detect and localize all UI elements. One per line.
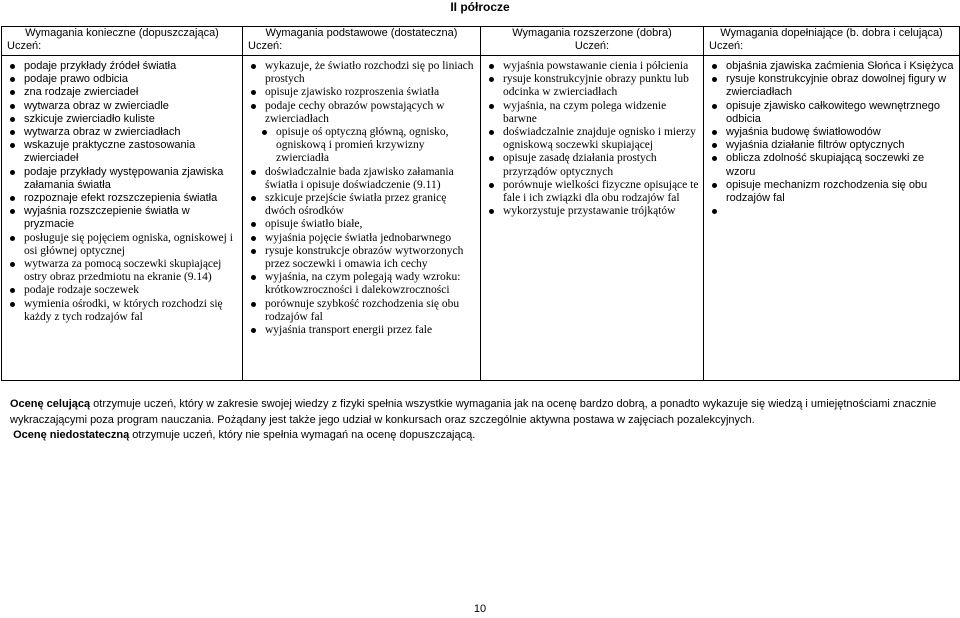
list-item	[704, 205, 956, 218]
list-item	[243, 86, 477, 99]
column-title: Wymagania rozszerzone (dobra)	[512, 27, 672, 39]
bullet-icon	[489, 156, 494, 161]
bullet-icon	[712, 143, 717, 148]
list-item	[704, 73, 956, 99]
requirements-list	[481, 56, 703, 218]
column-subtitle: Uczeń:	[7, 40, 42, 52]
bullet-icon	[10, 143, 15, 148]
list-item-text: podaje rodzaje soczewek	[24, 284, 139, 297]
list-item	[481, 205, 700, 218]
list-item-text: wytwarza obraz w zwierciadłach	[24, 126, 181, 139]
bullet-icon	[712, 183, 717, 188]
column-header-rozszerzone	[481, 27, 704, 56]
grading-notes	[10, 397, 955, 444]
list-item	[243, 60, 477, 86]
bullet-icon	[10, 236, 15, 241]
list-item	[2, 205, 239, 231]
bullet-icon	[10, 196, 15, 201]
bullet-icon	[712, 104, 717, 109]
list-item	[2, 284, 239, 297]
list-item-text: opisuje oś optyczną główną, ognisko, ogniskową i promień krzywizny zwierciadła	[276, 126, 449, 165]
bullet-icon	[10, 130, 15, 135]
column-subtitle: Uczeń:	[709, 40, 744, 52]
list-item-text: rozpoznaje efekt rozszczepienia światła	[24, 192, 218, 205]
bullet-icon	[10, 262, 15, 267]
list-item	[2, 192, 239, 205]
bullet-icon	[10, 64, 15, 69]
column-header-dopelniajace	[704, 27, 960, 56]
bullet-icon	[10, 117, 15, 122]
list-item-text: podaje przykłady źródeł światła	[24, 60, 177, 72]
list-item-text: podaje prawo odbicia	[24, 73, 128, 86]
column-cell-rozszerzone	[481, 56, 704, 381]
column-cell-podstawowe	[243, 56, 481, 381]
list-item-text: opisuje mechanizm rozchodzenia się obu rodzajów fal	[726, 178, 928, 205]
list-item-text: wyjaśnia, na czym polega widzenie barwne	[503, 99, 667, 125]
list-item-text: opisuje zjawisko całkowitego wewnętrznego odbicia	[726, 99, 941, 125]
list-item-text: rysuje konstrukcje obrazów wytworzonych przez soczewki i omawia ich cechy	[265, 244, 464, 271]
list-item-text: podaje cechy obrazów powstających w zwierciadłach	[265, 99, 445, 125]
column-header-konieczne	[2, 27, 243, 56]
list-item-text: zna rodzaje zwierciadeł	[24, 86, 139, 99]
list-item-text: wyjaśnia działanie filtrów optycznych	[726, 139, 905, 152]
bullet-icon	[489, 183, 494, 188]
list-item-text: posługuje się pojęciem ogniska, ogniskowej i osi głównej optycznej	[24, 231, 233, 257]
list-item	[704, 179, 956, 205]
list-item-text: wytwarza za pomocą soczewki skupiającej ostry obraz przedmiotu na ekranie (9.14)	[24, 258, 222, 284]
bullet-icon	[251, 196, 256, 201]
list-item	[243, 100, 477, 126]
note-celujaca	[10, 397, 955, 428]
list-item	[704, 126, 956, 139]
list-item	[243, 218, 477, 231]
list-item-text: doświadczalnie znajduje ognisko i mierzy ogniskową soczewki skupiającej	[503, 126, 696, 152]
bullet-icon	[489, 77, 494, 82]
note-niedostateczna-text: otrzymuje uczeń, który nie spełnia wymagań na ocenę dopuszczającą.	[129, 429, 476, 441]
bullet-icon	[251, 64, 256, 69]
list-item	[481, 179, 700, 205]
bullet-icon	[251, 275, 256, 280]
list-item-text: wyjaśnia pojęcie światła jednobarwnego	[265, 231, 452, 244]
bullet-icon	[10, 104, 15, 109]
list-item	[2, 139, 239, 165]
bullet-icon	[489, 64, 494, 69]
note-niedostateczna-label: Ocenę niedostateczną	[13, 429, 130, 441]
list-item	[243, 166, 477, 192]
bullet-icon	[10, 302, 15, 307]
table-header-row	[2, 27, 960, 56]
list-item	[243, 192, 477, 218]
list-item-text: opisuje światło białe,	[265, 218, 363, 231]
page-heading: II półrocze	[450, 0, 510, 14]
requirements-list	[704, 56, 959, 218]
column-title: Wymagania podstawowe (dostateczna)	[265, 27, 458, 39]
list-item	[481, 152, 700, 178]
bullet-icon	[10, 288, 15, 293]
list-item	[2, 166, 239, 192]
list-item	[704, 60, 956, 73]
bullet-icon	[10, 170, 15, 175]
list-item-text: rysuje konstrukcyjnie obrazy punktu lub odcinka w zwierciadłach	[503, 73, 689, 99]
note-celujaca-text: otrzymuje uczeń, który w zakresie swojej wiedzy z fizyki spełnia wszystkie wymagania jak na ocenę bardzo dobrą, a ponadto wykazuje się wiedzą i umiejętnościami znacznie wykraczającymi poza program nauczania. Pożądany jest także jego udział w konkursach oraz szczególnie aktywna postawa w zajęciach pozalekcyjnych.	[10, 398, 937, 426]
bullet-icon	[712, 77, 717, 82]
list-item	[704, 100, 956, 126]
list-item-text: wyjaśnia powstawanie cienia i półcienia	[503, 60, 689, 72]
list-item-text: oblicza zdolność skupiającą soczewki ze wzoru	[726, 152, 925, 178]
column-subtitle: Uczeń:	[248, 40, 283, 52]
list-item-text: objaśnia zjawiska zaćmienia Słońca i Księżyca	[726, 60, 954, 72]
list-item	[481, 126, 700, 152]
list-item	[243, 324, 477, 337]
list-item	[2, 126, 239, 139]
bullet-icon	[251, 236, 256, 241]
list-item-text: wskazuje praktyczne zastosowania zwierciadeł	[24, 139, 196, 165]
bullet-icon	[251, 170, 256, 175]
bullet-icon	[712, 156, 717, 161]
bullet-icon	[489, 130, 494, 135]
bullet-icon	[251, 249, 256, 254]
list-item	[243, 298, 477, 324]
list-item-text: podaje przykłady występowania zjawiska załamania światła	[24, 165, 224, 191]
list-item	[2, 113, 239, 126]
bullet-icon	[712, 209, 717, 214]
bullet-icon	[262, 130, 267, 135]
list-item-text: doświadczalnie bada zjawisko załamania światła i opisuje doświadczenie (9.11)	[265, 165, 454, 191]
list-item	[704, 139, 956, 152]
bullet-icon	[251, 104, 256, 109]
bullet-icon	[251, 302, 256, 307]
list-item	[2, 298, 239, 324]
list-item-text: wymienia ośrodki, w których rozchodzi się każdy z tych rodzajów fal	[24, 297, 223, 323]
list-item-text: wytwarza obraz w zwierciadle	[24, 99, 169, 112]
list-item	[243, 126, 477, 166]
column-cell-konieczne	[2, 56, 243, 381]
list-item-text: wykazuje, że światło rozchodzi się po liniach prostych	[265, 60, 474, 86]
bullet-icon	[251, 90, 256, 95]
list-item-text: szkicuje przejście światła przez granicę dwóch ośrodków	[265, 192, 447, 218]
page-number: 10	[473, 603, 487, 615]
list-item	[2, 86, 239, 99]
bullet-icon	[251, 328, 256, 333]
list-item-text: opisuje zjawisko rozproszenia światła	[265, 86, 440, 99]
column-subtitle: Uczeń:	[574, 40, 610, 52]
note-celujaca-label: Ocenę celującą	[10, 398, 91, 410]
column-cell-dopelniajace	[704, 56, 960, 381]
list-item-text: wyjaśnia transport energii przez fale	[265, 324, 433, 337]
list-item-text: wyjaśnia budowę światłowodów	[726, 126, 881, 139]
list-item	[481, 73, 700, 99]
bullet-icon	[712, 130, 717, 135]
column-header-podstawowe	[243, 27, 481, 56]
list-item	[243, 245, 477, 271]
list-item	[243, 271, 477, 297]
column-title: Wymagania konieczne (dopuszczająca)	[25, 27, 219, 39]
list-item	[2, 258, 239, 284]
bullet-icon	[10, 77, 15, 82]
bullet-icon	[489, 104, 494, 109]
list-item-text: wyjaśnia rozszczepienie światła w pryzmacie	[24, 205, 190, 231]
list-item-text: wykorzystuje przystawanie trójkątów	[503, 205, 676, 218]
list-item	[2, 232, 239, 258]
bullet-icon	[712, 64, 717, 69]
column-title: Wymagania dopełniające (b. dobra i celująca)	[720, 27, 943, 39]
table-body-row	[2, 56, 960, 381]
bullet-icon	[489, 209, 494, 214]
note-niedostateczna	[10, 428, 955, 444]
list-item-text: porównuje wielkości fizyczne opisujące te fale i ich związki dla obu rodzajów fal	[503, 178, 699, 205]
list-item-text: porównuje szybkość rozchodzenia się obu rodzajów fal	[265, 297, 460, 323]
list-item-text: rysuje konstrukcyjnie obraz dowolnej figury w zwierciadłach	[726, 73, 947, 99]
list-item	[2, 60, 239, 73]
list-item	[704, 152, 956, 178]
list-item	[481, 100, 700, 126]
list-item-text: opisuje zasadę działania prostych przyrządów optycznych	[503, 152, 657, 178]
bullet-icon	[10, 209, 15, 214]
bullet-icon	[10, 90, 15, 95]
list-item	[2, 100, 239, 113]
bullet-icon	[251, 222, 256, 227]
list-item	[481, 60, 700, 73]
list-item	[2, 73, 239, 86]
requirements-table	[1, 26, 960, 381]
list-item	[243, 232, 477, 245]
list-item-text: wyjaśnia, na czym polegają wady wzroku: krótkowzroczności i dalekowzroczności	[265, 271, 461, 297]
requirements-list	[2, 56, 242, 324]
requirements-list	[243, 56, 480, 337]
list-item-text: szkicuje zwierciadło kuliste	[24, 112, 155, 125]
